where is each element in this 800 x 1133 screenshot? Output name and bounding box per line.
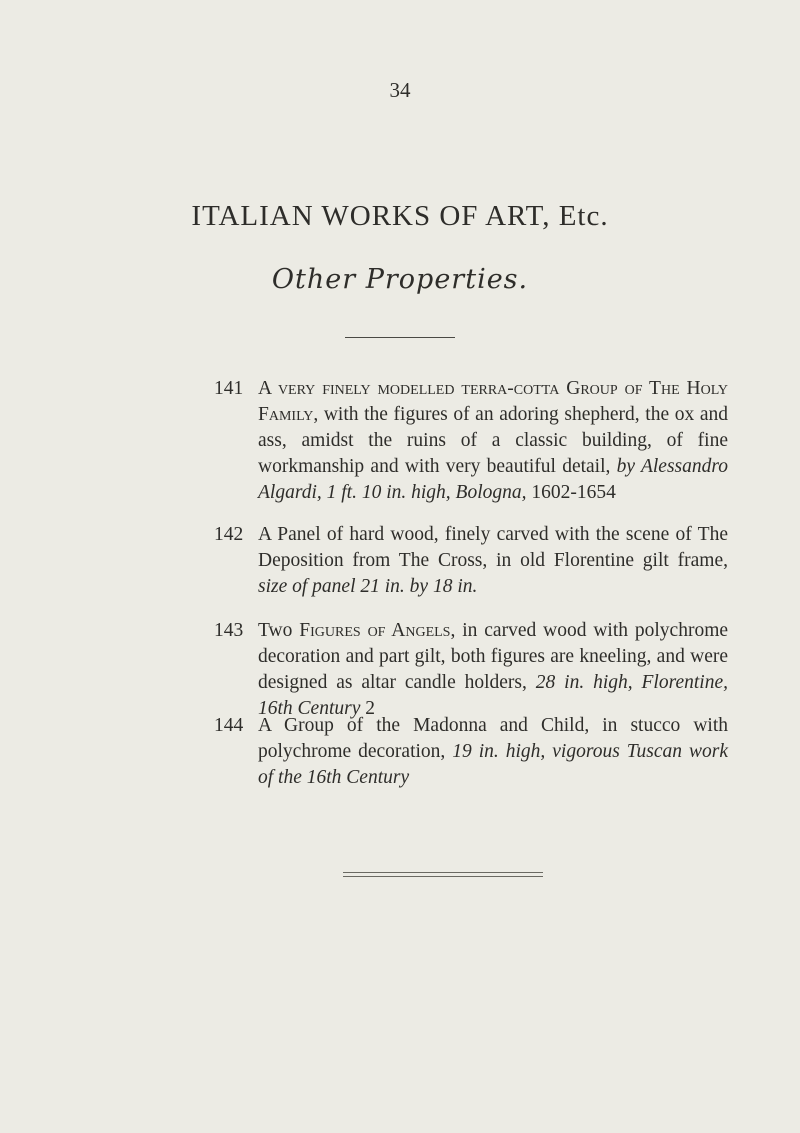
lot-number: 143 bbox=[214, 620, 244, 641]
lot-body-text: Group of the Madonna and Child, in stucco with polychrome decoration, bbox=[258, 715, 728, 762]
lot-number: 141 bbox=[214, 378, 244, 399]
page-number: 34 bbox=[389, 78, 411, 102]
lot-body-text: , in carved wood with polychrome decoration and part gilt, both figures are kneeling, and were designed as altar candle holders, bbox=[258, 620, 729, 693]
page-heading: ITALIAN WORKS OF ART, Etc. bbox=[191, 200, 609, 232]
section-end-divider bbox=[343, 872, 543, 877]
lot-title-smallcaps: Figures of Angels bbox=[299, 620, 451, 641]
lot-italic-text: 19 in. high, vigorous Tuscan work of the 16th Century bbox=[258, 741, 729, 788]
lot-description bbox=[258, 522, 728, 600]
lot-italic-text: by Alessandro Algardi, 1 ft. 10 in. high, Bologna, bbox=[258, 456, 728, 503]
lot-lead-word: A bbox=[258, 378, 272, 399]
lot-number: 144 bbox=[214, 715, 244, 736]
lot-lead-word: A bbox=[258, 524, 272, 545]
lot-title-smallcaps: very finely modelled terra-cotta Group of The Holy Family bbox=[258, 378, 728, 425]
lot-description bbox=[258, 376, 728, 506]
lot-number: 142 bbox=[214, 524, 244, 545]
lot-lead-word: Two bbox=[258, 620, 293, 641]
page-subheading: Other Properties. bbox=[271, 264, 529, 295]
lot-italic-text: size of panel 21 in. by 18 in. bbox=[258, 576, 478, 597]
lot-description bbox=[258, 713, 728, 791]
lot-body-text: , with the figures of an adoring shepherd, the ox and ass, amidst the ruins of a classic building, of fine workmanship and with very beautiful detail, bbox=[258, 404, 728, 477]
lot-body-text: Panel of hard wood, finely carved with the scene of The Deposition from The Cross, in old Florentine gilt frame, bbox=[258, 524, 728, 571]
lot-lead-word: A bbox=[258, 715, 272, 736]
heading-divider bbox=[345, 337, 455, 338]
lot-description bbox=[258, 618, 728, 722]
lot-tail-text: 2 bbox=[360, 698, 375, 719]
lot-tail-text: 1602-1654 bbox=[526, 482, 616, 503]
lot-italic-text: 28 in. high, Florentine, 16th Century bbox=[258, 672, 728, 719]
